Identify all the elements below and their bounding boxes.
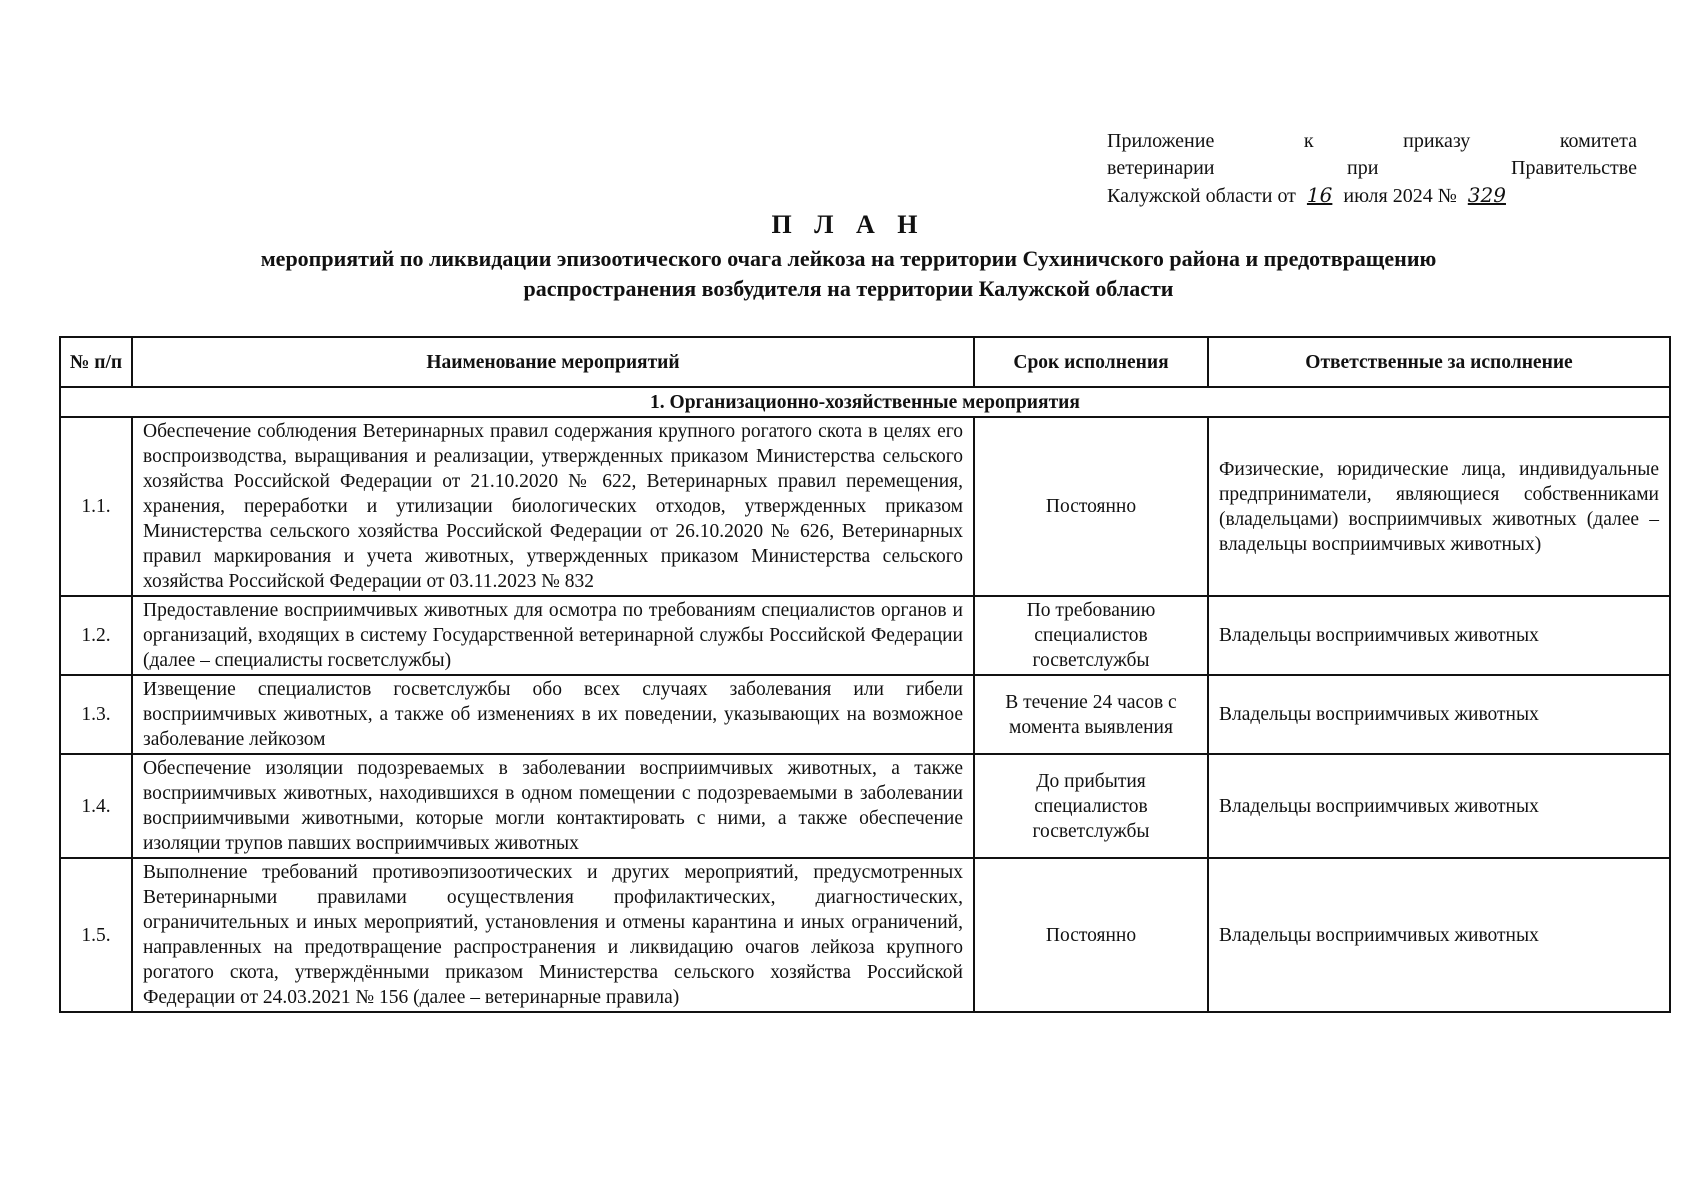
appendix-day-handwritten: 16 [1306,183,1333,207]
appendix-line-3 [1107,182,1637,210]
appendix-line-3-prefix: Калужской области от [1107,185,1296,207]
row-responsible: Владельцы восприимчивых животных [1208,675,1670,754]
appendix-number-handwritten: 329 [1467,183,1506,207]
row-term: По требованию специалистов госветслужбы [974,596,1208,675]
table-row [60,417,1670,596]
appendix-line-2: ветеринарии при Правительстве [1107,157,1637,179]
table-row [60,596,1670,675]
appendix-block [1107,128,1637,210]
header-name: Наименование мероприятий [132,337,974,387]
row-term: Постоянно [974,858,1208,1012]
table-row [60,754,1670,858]
row-name: Обеспечение соблюдения Ветеринарных правил содержания крупного рогатого скота в целях его воспроизводства, выращивания и реализации, утвержденных приказом Министерства сельского хозяйства Российской Федерации от 21.10.2020 № 622, Ветеринарных правил перемещения, хранения, переработки и утилизации биологических отходов, утвержденных приказом Министерства сельского хозяйства Российской Федерации от 26.10.2020 № 626, Ветеринарных правил маркирования и учета животных, утвержденных приказом Министерства сельского хозяйства Российской Федерации от 03.11.2023 № 832 [132,417,974,596]
row-name: Предоставление восприимчивых животных для осмотра по требованиям специалистов органов и организаций, входящих в систему Государственной ветеринарной службы Российской Федерации (далее – специалисты госветслужбы) [132,596,974,675]
header-responsible: Ответственные за исполнение [1208,337,1670,387]
document-title: П Л А Н [771,210,926,239]
section-title: 1. Организационно-хозяйственные мероприятия [60,387,1670,417]
row-responsible: Физические, юридические лица, индивидуальные предприниматели, являющиеся собственниками (владельцами) восприимчивых животных (далее – владельцы восприимчивых животных) [1208,417,1670,596]
row-num: 1.5. [60,858,132,1012]
subtitle-line-1: мероприятий по ликвидации эпизоотического очага лейкоза на территории Сухиничского района и предотвращению [260,246,1437,271]
row-name: Обеспечение изоляции подозреваемых в заболевании восприимчивых животных, а также восприимчивых животных, находившихся в одном помещении с подозреваемыми в заболевании восприимчивыми животными, которые могли контактировать с ними, а также обеспечение изоляции трупов павших восприимчивых животных [132,754,974,858]
plan-table [59,336,1671,1013]
row-num: 1.4. [60,754,132,858]
row-name: Извещение специалистов госветслужбы обо всех случаях заболевания или гибели восприимчивых животных, а также об изменениях в их поведении, указывающих на возможное заболевание лейкозом [132,675,974,754]
row-term: Постоянно [974,417,1208,596]
section-row [60,387,1670,417]
row-term: В течение 24 часов с момента выявления [974,675,1208,754]
appendix-line-1: Приложение к приказу комитета [1107,130,1637,152]
row-responsible: Владельцы восприимчивых животных [1208,596,1670,675]
table-row [60,675,1670,754]
header-num: № п/п [60,337,132,387]
table-row [60,858,1670,1012]
row-term: До прибытия специалистов госветслужбы [974,754,1208,858]
row-num: 1.3. [60,675,132,754]
subtitle-line-2: распространения возбудителя на территории Калужской области [523,276,1174,301]
row-responsible: Владельцы восприимчивых животных [1208,754,1670,858]
row-num: 1.1. [60,417,132,596]
table-header-row [60,337,1670,387]
row-num: 1.2. [60,596,132,675]
header-term: Срок исполнения [974,337,1208,387]
row-responsible: Владельцы восприимчивых животных [1208,858,1670,1012]
row-name: Выполнение требований противоэпизоотических и других мероприятий, предусмотренных Ветеринарными правилами осуществления профилактических, диагностических, ограничительных и иных мероприятий, установления и отмены карантина и иных ограничений, направленных на предотвращение распространения и ликвидацию очагов лейкоза крупного рогатого скота, утверждёнными приказом Министерства сельского хозяйства Российской Федерации от 24.03.2021 № 156 (далее – ветеринарные правила) [132,858,974,1012]
document-subtitle [0,244,1697,304]
appendix-line-3-mid: июля 2024 № [1343,185,1457,207]
